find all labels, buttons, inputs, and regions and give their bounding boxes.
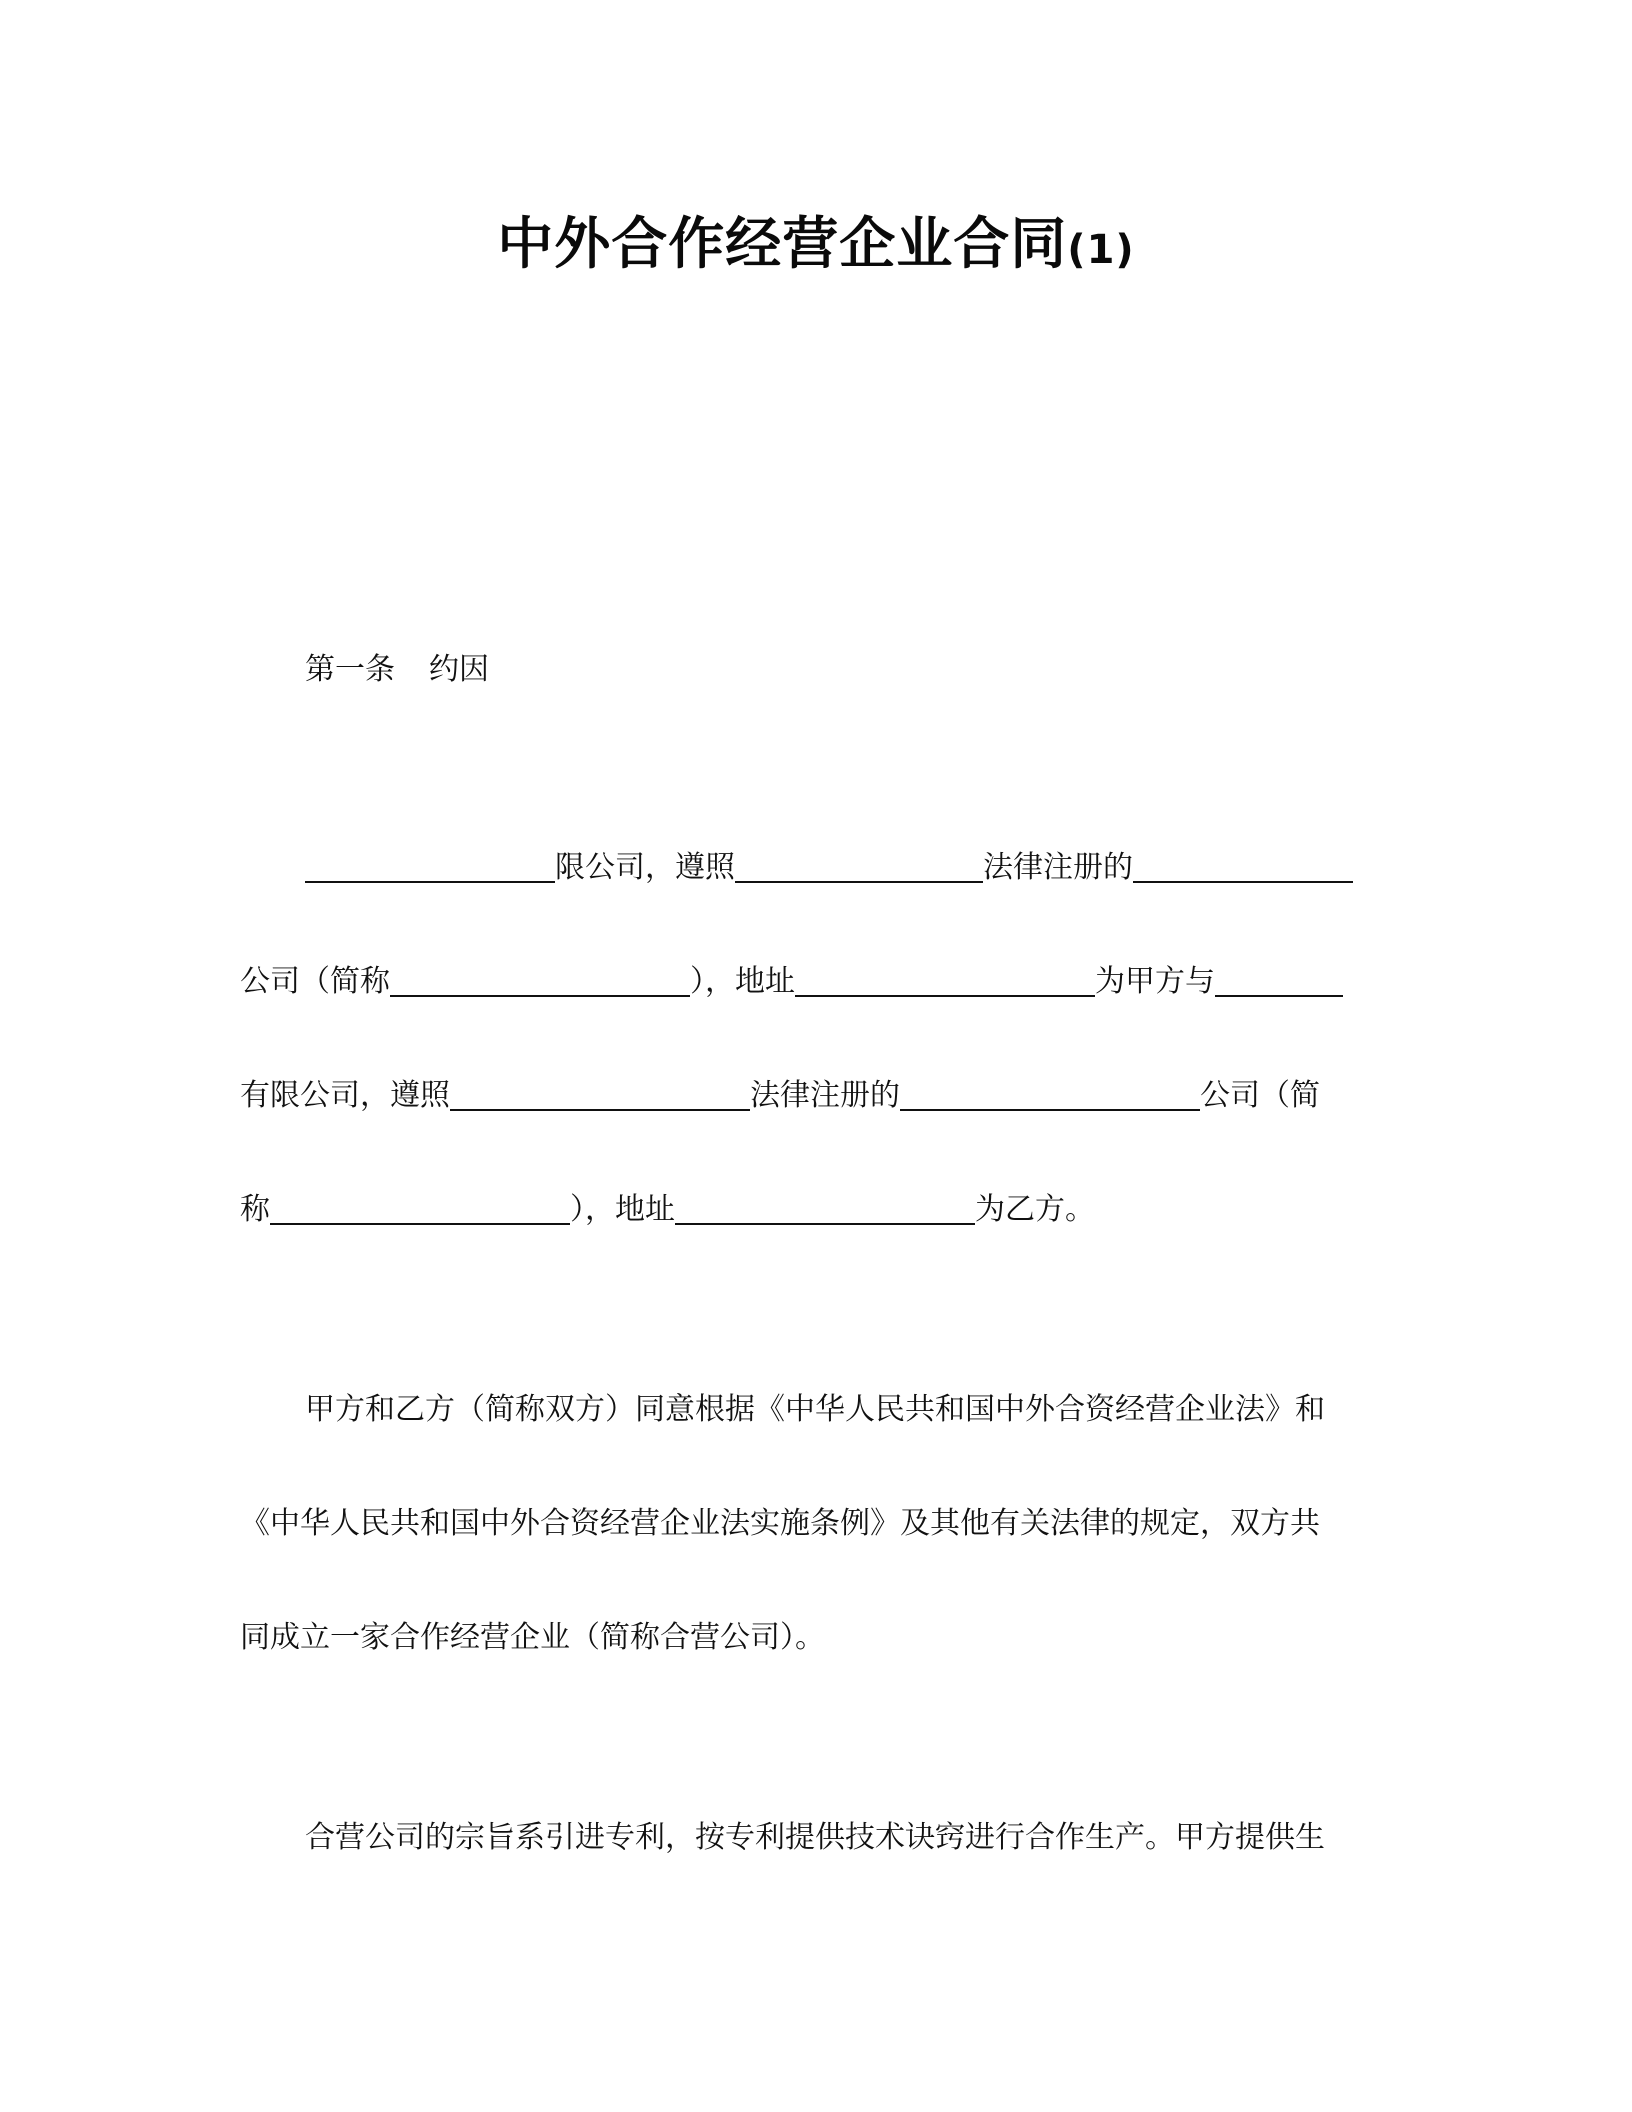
title-text: 中外合作经营企业合同 [497,212,1068,277]
blank-party-a-short-name[interactable] [390,965,690,997]
text-segment: 限公司，遵照 [555,850,735,885]
blank-party-a-company[interactable] [1133,851,1353,883]
parties-line-4 [240,1190,1095,1230]
text-segment: 法律注册的 [983,850,1133,885]
blank-party-a-address[interactable] [795,965,1095,997]
paragraph-3-line-1: 合营公司的宗旨系引进专利，按专利提供技术诀窍进行合作生产。甲方提供生 [305,1820,1325,1855]
text-segment: 为甲方与 [1095,964,1215,999]
text-segment: 公司（简 [1200,1078,1320,1113]
paragraph-2-line-2: 《中华人民共和国中外合资经营企业法实施条例》及其他有关法律的规定，双方共 [240,1506,1320,1541]
parties-line-1 [305,848,1353,888]
text-segment: 称 [240,1192,270,1227]
text-segment: 法律注册的 [750,1078,900,1113]
text-segment: 有限公司，遵照 [240,1078,450,1113]
parties-line-2 [240,962,1343,1002]
article-name: 约因 [429,652,489,687]
text-segment: 公司（简称 [240,964,390,999]
blank-party-a-country[interactable] [735,851,983,883]
article-1-heading [305,650,489,690]
document-title [0,200,1632,280]
blank-party-b-short-name[interactable] [270,1193,570,1225]
paragraph-2-line-3: 同成立一家合作经营企业（简称合营公司）。 [240,1620,825,1655]
blank-party-b-company[interactable] [900,1079,1200,1111]
blank-party-a-name[interactable] [305,851,555,883]
blank-party-b-name[interactable] [1215,965,1343,997]
title-suffix: (1) [1067,227,1135,273]
paragraph-2-line-1: 甲方和乙方（简称双方）同意根据《中华人民共和国中外合资经营企业法》和 [305,1392,1325,1427]
parties-line-3 [240,1076,1320,1116]
article-number: 第一条 [305,652,395,687]
blank-party-b-address[interactable] [675,1193,975,1225]
text-segment: ），地址 [690,964,795,999]
text-segment: 为乙方。 [975,1192,1095,1227]
blank-party-b-country[interactable] [450,1079,750,1111]
text-segment: ），地址 [570,1192,675,1227]
